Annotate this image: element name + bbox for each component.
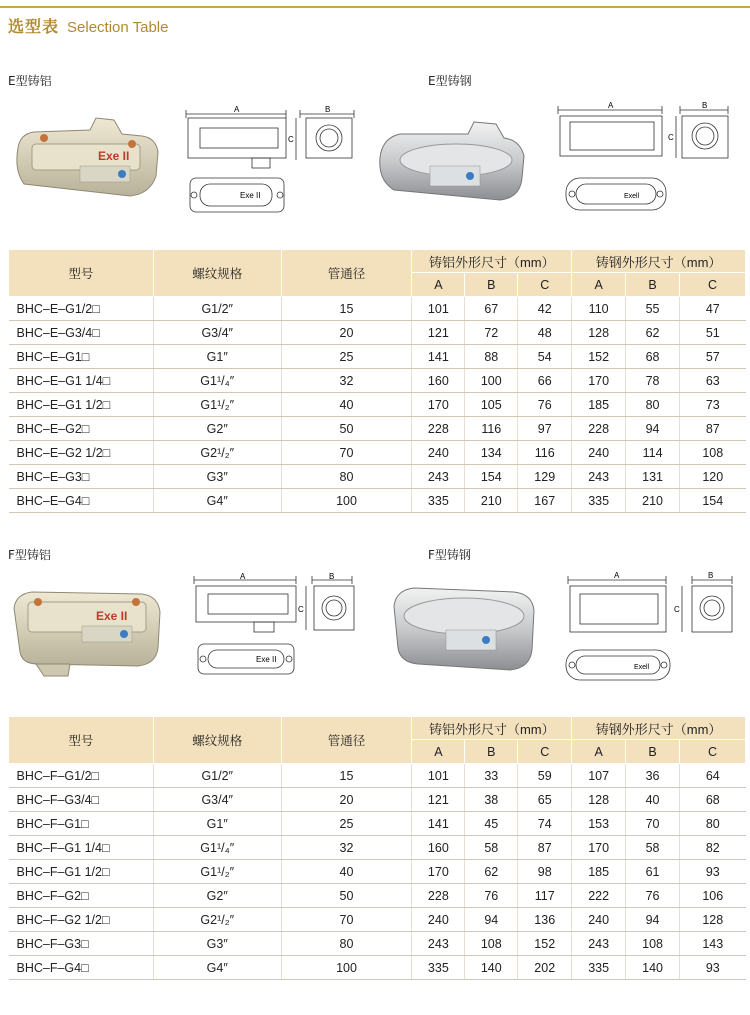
cell-thread: G1/2″ <box>153 297 281 321</box>
cell-al-b: 33 <box>465 764 518 788</box>
cell-model: BHC–F–G2□ <box>9 884 154 908</box>
cell-al-c: 136 <box>518 908 572 932</box>
cell-al-b: 108 <box>465 932 518 956</box>
col-st-c: C <box>680 740 746 764</box>
caption-f-steel: F型铸钢 <box>428 548 471 562</box>
cell-al-a: 243 <box>412 932 465 956</box>
cell-al-c: 129 <box>518 465 572 489</box>
svg-text:Exell: Exell <box>634 664 650 671</box>
cell-al-a: 141 <box>412 345 465 369</box>
cell-st-b: 61 <box>626 860 680 884</box>
cell-bore: 40 <box>281 860 412 884</box>
cell-thread: G3″ <box>153 932 281 956</box>
col-st-a: A <box>572 273 626 297</box>
cell-al-b: 62 <box>465 860 518 884</box>
table-row <box>9 321 746 345</box>
table-row <box>9 489 746 513</box>
cell-st-c: 143 <box>680 932 746 956</box>
cell-st-b: 76 <box>626 884 680 908</box>
cell-model: BHC–F–G3□ <box>9 932 154 956</box>
cell-st-c: 64 <box>680 764 746 788</box>
cell-bore: 40 <box>281 393 412 417</box>
cell-st-b: 55 <box>626 297 680 321</box>
e-steel-dimension-drawing <box>552 98 744 216</box>
cell-al-a: 170 <box>412 393 465 417</box>
cell-al-b: 100 <box>465 369 518 393</box>
col-group-steel: 铸钢外形尺寸（mm） <box>572 717 746 740</box>
col-al-b: B <box>465 740 518 764</box>
cell-model: BHC–E–G1 1/2□ <box>9 393 154 417</box>
e-aluminum-box-photo <box>10 110 162 205</box>
cell-al-c: 48 <box>518 321 572 345</box>
cell-st-c: 73 <box>680 393 746 417</box>
cell-st-b: 36 <box>626 764 680 788</box>
cell-st-b: 140 <box>626 956 680 980</box>
cell-al-b: 105 <box>465 393 518 417</box>
cell-al-a: 141 <box>412 812 465 836</box>
cell-st-c: 120 <box>680 465 746 489</box>
cell-st-a: 185 <box>572 393 626 417</box>
cell-st-b: 80 <box>626 393 680 417</box>
cell-thread: G1¹/₄″ <box>153 369 281 393</box>
cell-al-b: 58 <box>465 836 518 860</box>
cell-al-a: 160 <box>412 369 465 393</box>
col-group-steel: 铸钢外形尺寸（mm） <box>572 250 746 273</box>
cell-al-b: 134 <box>465 441 518 465</box>
svg-text:A: A <box>240 572 246 581</box>
cell-st-b: 40 <box>626 788 680 812</box>
cell-st-a: 152 <box>572 345 626 369</box>
table-row <box>9 369 746 393</box>
cell-model: BHC–E–G2 1/2□ <box>9 441 154 465</box>
cell-al-a: 335 <box>412 956 465 980</box>
cell-al-b: 38 <box>465 788 518 812</box>
cell-al-c: 87 <box>518 836 572 860</box>
cell-st-a: 128 <box>572 321 626 345</box>
cell-model: BHC–E–G4□ <box>9 489 154 513</box>
col-al-b: B <box>465 273 518 297</box>
title-cn: 选型表 <box>8 17 60 36</box>
svg-text:C: C <box>668 133 674 142</box>
cell-thread: G2¹/₂″ <box>153 908 281 932</box>
cell-st-b: 114 <box>626 441 680 465</box>
cell-st-c: 108 <box>680 441 746 465</box>
cell-al-c: 59 <box>518 764 572 788</box>
cell-al-b: 140 <box>465 956 518 980</box>
cell-al-c: 74 <box>518 812 572 836</box>
cell-al-a: 243 <box>412 465 465 489</box>
col-al-a: A <box>412 273 465 297</box>
table-row <box>9 956 746 980</box>
table-row <box>9 884 746 908</box>
cell-thread: G2″ <box>153 884 281 908</box>
cell-st-a: 110 <box>572 297 626 321</box>
cell-model: BHC–E–G2□ <box>9 417 154 441</box>
cell-model: BHC–E–G1 1/4□ <box>9 369 154 393</box>
cell-st-b: 210 <box>626 489 680 513</box>
table-row <box>9 417 746 441</box>
f-aluminum-dimension-drawing <box>192 572 364 678</box>
cell-model: BHC–E–G1□ <box>9 345 154 369</box>
cell-al-c: 116 <box>518 441 572 465</box>
cell-st-b: 78 <box>626 369 680 393</box>
col-group-aluminum: 铸铝外形尺寸（mm） <box>412 717 572 740</box>
cell-model: BHC–F–G4□ <box>9 956 154 980</box>
cell-st-a: 240 <box>572 441 626 465</box>
table-row <box>9 836 746 860</box>
cell-al-a: 228 <box>412 884 465 908</box>
cell-model: BHC–F–G2 1/2□ <box>9 908 154 932</box>
caption-f-aluminum: F型铸铝 <box>8 548 51 562</box>
table-row <box>9 860 746 884</box>
col-st-b: B <box>626 740 680 764</box>
cell-model: BHC–F–G1 1/4□ <box>9 836 154 860</box>
cell-thread: G1″ <box>153 812 281 836</box>
cell-al-a: 101 <box>412 297 465 321</box>
cell-bore: 80 <box>281 465 412 489</box>
f-steel-box-photo <box>388 576 538 680</box>
cell-st-c: 82 <box>680 836 746 860</box>
e-aluminum-dimension-drawing <box>182 104 364 220</box>
svg-text:C: C <box>288 135 294 144</box>
cell-st-c: 47 <box>680 297 746 321</box>
cell-bore: 15 <box>281 297 412 321</box>
table-row <box>9 345 746 369</box>
svg-text:C: C <box>298 605 304 614</box>
cell-thread: G1″ <box>153 345 281 369</box>
svg-text:Exe II: Exe II <box>98 149 130 163</box>
cell-bore: 70 <box>281 441 412 465</box>
col-st-c: C <box>680 273 746 297</box>
cell-st-a: 153 <box>572 812 626 836</box>
cell-al-a: 121 <box>412 321 465 345</box>
cell-al-a: 240 <box>412 441 465 465</box>
cell-st-a: 335 <box>572 956 626 980</box>
cell-st-b: 58 <box>626 836 680 860</box>
cell-al-c: 98 <box>518 860 572 884</box>
cell-al-a: 335 <box>412 489 465 513</box>
cell-model: BHC–F–G1 1/2□ <box>9 860 154 884</box>
col-al-c: C <box>518 740 572 764</box>
table-e <box>8 249 746 513</box>
cell-model: BHC–F–G1□ <box>9 812 154 836</box>
cell-thread: G4″ <box>153 489 281 513</box>
cell-model: BHC–E–G1/2□ <box>9 297 154 321</box>
cell-al-c: 76 <box>518 393 572 417</box>
col-st-b: B <box>626 273 680 297</box>
cell-st-c: 63 <box>680 369 746 393</box>
cell-st-a: 243 <box>572 932 626 956</box>
table-row <box>9 393 746 417</box>
table-row <box>9 441 746 465</box>
cell-thread: G1¹/₂″ <box>153 393 281 417</box>
svg-text:A: A <box>234 105 240 114</box>
cell-st-b: 108 <box>626 932 680 956</box>
top-rule <box>0 6 750 8</box>
cell-model: BHC–E–G3□ <box>9 465 154 489</box>
cell-thread: G2″ <box>153 417 281 441</box>
cell-st-c: 57 <box>680 345 746 369</box>
cell-thread: G1/2″ <box>153 764 281 788</box>
col-group-aluminum: 铸铝外形尺寸（mm） <box>412 250 572 273</box>
cell-al-c: 97 <box>518 417 572 441</box>
cell-st-a: 243 <box>572 465 626 489</box>
caption-e-steel: E型铸钢 <box>428 74 472 88</box>
cell-al-c: 152 <box>518 932 572 956</box>
cell-st-c: 93 <box>680 956 746 980</box>
cell-st-a: 335 <box>572 489 626 513</box>
cell-st-a: 240 <box>572 908 626 932</box>
cell-al-b: 67 <box>465 297 518 321</box>
cell-st-a: 170 <box>572 369 626 393</box>
col-al-a: A <box>412 740 465 764</box>
cell-st-c: 128 <box>680 908 746 932</box>
cell-st-b: 68 <box>626 345 680 369</box>
cell-st-c: 154 <box>680 489 746 513</box>
cell-st-b: 131 <box>626 465 680 489</box>
cell-bore: 15 <box>281 764 412 788</box>
cell-bore: 70 <box>281 908 412 932</box>
cell-st-a: 170 <box>572 836 626 860</box>
svg-text:B: B <box>329 572 335 581</box>
cell-al-c: 202 <box>518 956 572 980</box>
svg-text:A: A <box>614 571 620 580</box>
cell-st-b: 62 <box>626 321 680 345</box>
cell-al-b: 154 <box>465 465 518 489</box>
cell-al-b: 116 <box>465 417 518 441</box>
cell-thread: G4″ <box>153 956 281 980</box>
cell-model: BHC–F–G3/4□ <box>9 788 154 812</box>
e-steel-box-photo <box>370 110 530 206</box>
cell-st-a: 222 <box>572 884 626 908</box>
cell-thread: G3/4″ <box>153 788 281 812</box>
cell-thread: G2¹/₂″ <box>153 441 281 465</box>
cell-bore: 80 <box>281 932 412 956</box>
col-st-a: A <box>572 740 626 764</box>
cell-al-c: 54 <box>518 345 572 369</box>
cell-al-b: 210 <box>465 489 518 513</box>
svg-text:A: A <box>608 101 614 110</box>
cell-st-c: 87 <box>680 417 746 441</box>
cell-al-b: 45 <box>465 812 518 836</box>
cell-st-c: 106 <box>680 884 746 908</box>
table-row <box>9 812 746 836</box>
cell-bore: 32 <box>281 836 412 860</box>
cell-bore: 25 <box>281 812 412 836</box>
cell-st-a: 228 <box>572 417 626 441</box>
cell-bore: 32 <box>281 369 412 393</box>
svg-text:B: B <box>325 105 331 114</box>
svg-text:B: B <box>708 571 714 580</box>
cell-thread: G3/4″ <box>153 321 281 345</box>
col-model: 型号 <box>9 250 154 297</box>
cell-al-c: 117 <box>518 884 572 908</box>
cell-st-a: 107 <box>572 764 626 788</box>
cell-al-b: 72 <box>465 321 518 345</box>
cell-al-c: 66 <box>518 369 572 393</box>
cell-thread: G3″ <box>153 465 281 489</box>
svg-text:Exell: Exell <box>624 193 640 200</box>
page-header <box>8 14 168 37</box>
title-en: Selection Table <box>67 19 169 36</box>
f-aluminum-box-photo <box>8 578 166 678</box>
cell-al-c: 65 <box>518 788 572 812</box>
table-row <box>9 764 746 788</box>
svg-text:B: B <box>702 101 708 110</box>
table-row <box>9 932 746 956</box>
cell-thread: G1¹/₂″ <box>153 860 281 884</box>
table-row <box>9 465 746 489</box>
cell-bore: 50 <box>281 417 412 441</box>
svg-text:Exe II: Exe II <box>96 609 128 623</box>
col-model: 型号 <box>9 717 154 764</box>
table-row <box>9 908 746 932</box>
cell-al-a: 228 <box>412 417 465 441</box>
cell-al-b: 76 <box>465 884 518 908</box>
cell-bore: 50 <box>281 884 412 908</box>
cell-st-c: 80 <box>680 812 746 836</box>
cell-bore: 100 <box>281 956 412 980</box>
cell-st-b: 94 <box>626 417 680 441</box>
table-row <box>9 788 746 812</box>
cell-bore: 20 <box>281 321 412 345</box>
cell-al-b: 88 <box>465 345 518 369</box>
cell-al-a: 240 <box>412 908 465 932</box>
cell-bore: 100 <box>281 489 412 513</box>
svg-text:Exe II: Exe II <box>240 191 261 200</box>
col-bore: 管通径 <box>281 250 412 297</box>
col-bore: 管通径 <box>281 717 412 764</box>
cell-thread: G1¹/₄″ <box>153 836 281 860</box>
svg-text:C: C <box>674 605 680 614</box>
cell-model: BHC–F–G1/2□ <box>9 764 154 788</box>
caption-e-aluminum: E型铸铝 <box>8 74 52 88</box>
cell-st-b: 70 <box>626 812 680 836</box>
cell-st-c: 51 <box>680 321 746 345</box>
cell-al-a: 170 <box>412 860 465 884</box>
table-row <box>9 297 746 321</box>
table-f <box>8 716 746 980</box>
cell-st-c: 68 <box>680 788 746 812</box>
cell-bore: 20 <box>281 788 412 812</box>
col-al-c: C <box>518 273 572 297</box>
cell-al-b: 94 <box>465 908 518 932</box>
f-steel-dimension-drawing <box>558 568 744 684</box>
cell-bore: 25 <box>281 345 412 369</box>
cell-model: BHC–E–G3/4□ <box>9 321 154 345</box>
cell-st-b: 94 <box>626 908 680 932</box>
cell-al-c: 42 <box>518 297 572 321</box>
col-thread: 螺纹规格 <box>153 717 281 764</box>
cell-al-a: 121 <box>412 788 465 812</box>
cell-st-a: 128 <box>572 788 626 812</box>
cell-al-a: 101 <box>412 764 465 788</box>
cell-st-a: 185 <box>572 860 626 884</box>
cell-al-c: 167 <box>518 489 572 513</box>
svg-text:Exe II: Exe II <box>256 655 277 664</box>
cell-st-c: 93 <box>680 860 746 884</box>
col-thread: 螺纹规格 <box>153 250 281 297</box>
cell-al-a: 160 <box>412 836 465 860</box>
